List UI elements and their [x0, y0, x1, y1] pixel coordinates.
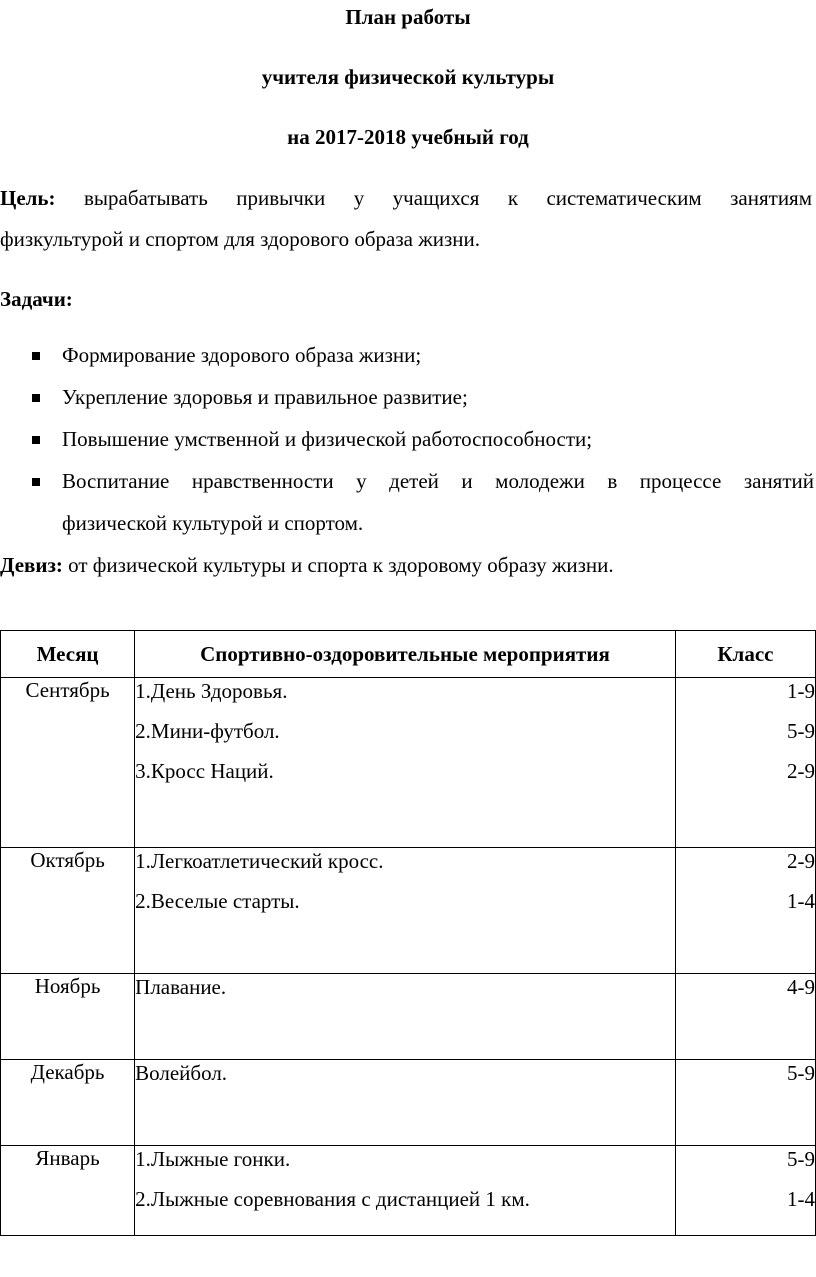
header-class: Класс — [675, 631, 815, 678]
task-item-4-continued: физической культурой и спортом. — [62, 511, 364, 535]
table-row — [1, 1060, 816, 1146]
task-item-3: Повышение умственной и физической работоспособности; — [62, 427, 593, 451]
class-value: 5-9 — [787, 1061, 815, 1085]
header-month: Месяц — [1, 631, 135, 678]
doc-title-line2: учителя физической культуры — [261, 65, 555, 89]
task-item-4: Воспитание нравственности у детей и молодежи в процессе занятий — [62, 469, 814, 493]
bullet-icon — [32, 436, 40, 444]
goal-text-line2: физкультурой и спортом для здорового образа жизни. — [0, 227, 481, 251]
event-item: Плавание. — [135, 975, 227, 999]
motto-line — [0, 552, 812, 578]
events-cell — [135, 1146, 676, 1236]
event-item: 1.Лыжные гонки. — [135, 1147, 291, 1171]
class-cell — [675, 974, 815, 1060]
table-row — [1, 1146, 816, 1236]
class-value: 1-4 — [787, 889, 815, 913]
class-cell — [675, 1146, 815, 1236]
doc-title-line1: План работы — [345, 5, 471, 29]
events-cell — [135, 678, 676, 848]
event-item: 1.День Здоровья. — [135, 679, 288, 703]
goal-label: Цель: — [0, 186, 56, 210]
class-value: 2-9 — [787, 849, 815, 873]
class-value: 5-9 — [787, 719, 815, 743]
motto-label: Девиз: — [0, 553, 63, 577]
class-value: 5-9 — [787, 1147, 815, 1171]
events-cell — [135, 848, 676, 974]
goal-text-line1: вырабатывать привычки у учащихся к систематическим занятиям — [84, 186, 813, 210]
event-item: 2.Веселые старты. — [135, 889, 300, 913]
event-item: 2.Лыжные соревнования с дистанцией 1 км. — [135, 1187, 530, 1211]
class-value: 4-9 — [787, 975, 815, 999]
month-cell: Октябрь — [1, 848, 135, 974]
task-item-2: Укрепление здоровья и правильное развитие; — [62, 385, 468, 409]
header-events: Спортивно-оздоровительные мероприятия — [135, 631, 676, 678]
tasks-label: Задачи: — [0, 287, 73, 311]
table-row — [1, 678, 816, 848]
event-item: 1.Легкоатлетический кросс. — [135, 849, 384, 873]
bullet-icon — [32, 478, 40, 486]
motto-text: от физической культуры и спорта к здоровому образу жизни. — [68, 553, 614, 577]
month-cell: Декабрь — [1, 1060, 135, 1146]
class-cell — [675, 848, 815, 974]
events-cell — [135, 974, 676, 1060]
event-item: 3.Кросс Наций. — [135, 759, 274, 783]
month-cell: Сентябрь — [1, 678, 135, 848]
bullet-icon — [32, 352, 40, 360]
bullet-icon — [32, 394, 40, 402]
goal-line1 — [0, 185, 812, 211]
events-cell — [135, 1060, 676, 1146]
class-value: 2-9 — [787, 759, 815, 783]
table-header-row — [1, 631, 816, 678]
event-item: 2.Мини-футбол. — [135, 719, 280, 743]
class-cell — [675, 678, 815, 848]
event-item: Волейбол. — [135, 1061, 228, 1085]
month-cell: Январь — [1, 1146, 135, 1236]
class-value: 1-4 — [787, 1187, 815, 1211]
class-cell — [675, 1060, 815, 1146]
class-value: 1-9 — [787, 679, 815, 703]
doc-title-line3: на 2017-2018 учебный год — [287, 125, 529, 149]
task-item-1: Формирование здорового образа жизни; — [62, 343, 422, 367]
table-row — [1, 974, 816, 1060]
events-table — [0, 630, 816, 1236]
month-cell: Ноябрь — [1, 974, 135, 1060]
table-row — [1, 848, 816, 974]
